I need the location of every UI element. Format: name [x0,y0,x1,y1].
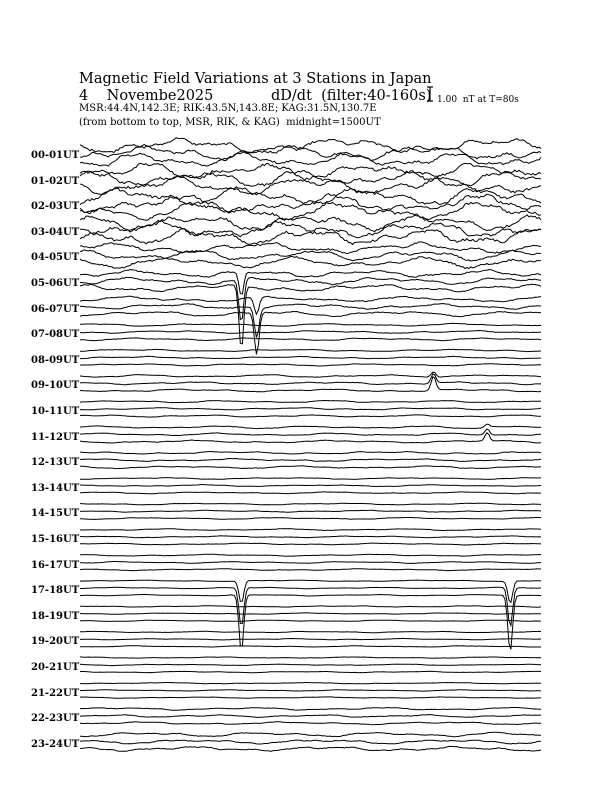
trace-rik [80,250,541,261]
chart-title: Magnetic Field Variations at 3 Stations in Japan [79,71,432,87]
trace-msr [80,569,541,571]
hour-label: 14-15UT [31,508,80,520]
trace-msr [80,466,541,469]
station-coordinates: MSR:44.4N,142.3E; RIK:43.5N,143.8E; KAG:31.5N,130.7E [79,103,377,114]
trace-kag [80,606,541,608]
trace-msr [80,518,541,520]
trace-rik [80,145,541,161]
hour-label: 03-04UT [31,226,80,238]
trace-kag [80,270,541,294]
chart-filter: dD/dt (filter:40-160s) [271,88,432,104]
trace-rik [80,664,541,666]
hour-label: 13-14UT [31,482,80,494]
trace-msr [80,364,541,366]
trace-rik [80,613,541,615]
trace-msr [80,697,541,698]
trace-kag [80,349,541,351]
trace-rik [80,638,541,640]
trace-kag [80,732,541,737]
trace-rik [80,510,541,512]
trace-msr [80,415,541,417]
hour-label: 22-23UT [31,713,80,725]
trace-msr [80,746,541,751]
trace-msr [80,338,541,341]
scale-bar [427,87,433,101]
hour-label: 08-09UT [31,354,80,366]
trace-rik [80,459,541,462]
trace-kag [80,401,541,403]
hour-label: 11-12UT [31,431,80,443]
trace-msr [80,492,541,494]
trace-kag [80,683,541,684]
hour-label: 10-11UT [31,406,80,417]
chart-date: 4 Novembe2025 [79,88,214,104]
hour-label: 19-20UT [31,636,80,648]
trace-msr [80,257,541,269]
trace-kag [80,478,541,480]
trace-kag [80,708,541,711]
trace-msr [80,312,541,355]
trace-msr [80,594,541,649]
hour-label: 00-01UT [31,150,80,161]
hour-label: 05-06UT [31,278,80,289]
trace-rik [80,536,541,538]
trace-rik [80,220,541,238]
trace-rik [80,690,541,691]
trace-kag [80,372,541,377]
trace-rik [80,356,541,358]
trace-msr [80,620,541,621]
hour-label: 09-10UT [31,380,80,392]
hour-label: 21-22UT [31,687,80,699]
trace-rik [80,715,541,718]
hour-label: 12-13UT [31,457,80,469]
hour-label: 16-17UT [31,559,80,571]
trace-kag [80,657,541,658]
trace-rik [80,331,541,334]
trace-kag [80,631,541,633]
hour-label: 04-05UT [31,252,80,264]
trace-rik [80,485,541,487]
hour-label: 01-02UT [31,175,80,187]
hour-label: 07-08UT [31,329,80,341]
trace-msr [80,377,541,392]
trace-kag [80,452,541,455]
trace-rik [80,429,541,436]
trace-msr [80,646,541,647]
trace-kag [80,580,541,602]
station-order-note: (from bottom to top, MSR, RIK, & KAG) midnight=1500UT [79,117,381,128]
hour-label: 06-07UT [31,303,80,315]
hour-label: 17-18UT [31,585,80,597]
trace-msr [80,543,541,545]
trace-rik [80,408,541,410]
hour-label: 20-21UT [31,662,80,673]
trace-kag [80,503,541,505]
trace-kag [80,554,541,556]
trace-kag [80,163,541,180]
hour-label: 02-03UT [31,201,80,213]
hour-label: 15-16UT [31,534,80,545]
trace-rik [80,562,541,564]
trace-kag [80,529,541,531]
hour-label: 18-19UT [31,610,80,622]
trace-msr [80,671,541,672]
trace-rik [80,304,541,338]
trace-kag [80,215,541,232]
trace-msr [80,202,541,220]
trace-group [80,138,541,752]
trace-kag [80,424,541,429]
trace-msr [80,722,541,725]
trace-kag [80,323,541,326]
trace-rik [80,740,541,744]
hour-label: 23-24UT [31,738,80,750]
scale-bar-label: 1.00 nT at T=80s [437,95,519,105]
